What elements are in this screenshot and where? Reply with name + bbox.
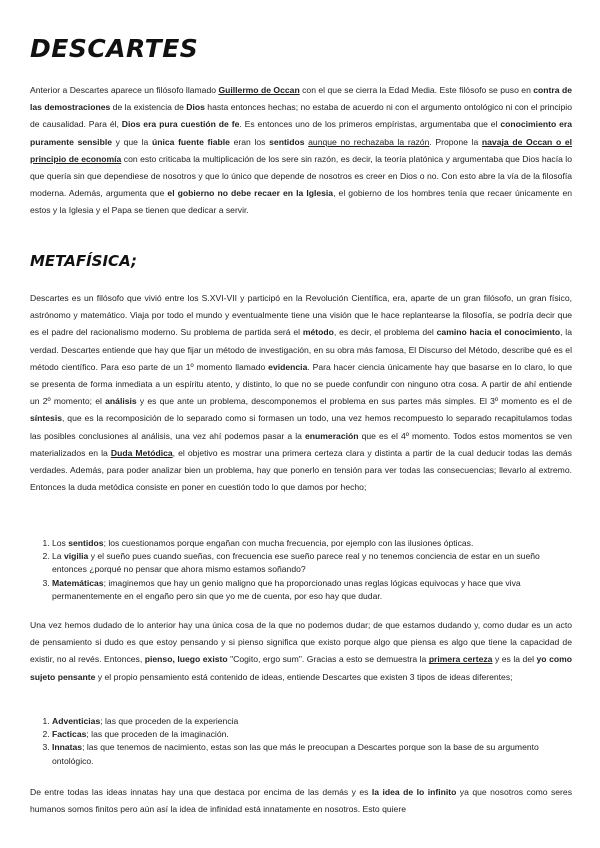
page-title: DESCARTES (30, 34, 199, 63)
section-heading-metafisica: METAFÍSICA; (30, 252, 137, 270)
list-item: 2. La vigilia y el sueño pues cuando sueñas, con frecuencia ese sueño parece real y no tenemos conciencia de estar en un sueño entonces ¿porqué no pensar que ahora mismo estamos soñando? (52, 550, 576, 576)
paragraph-cogito: Una vez hemos dudado de lo anterior hay una única cosa de la que no podemos dudar; de que estamos dudando y, como dudar es un acto de pensamiento si dudo es que estoy pensando y si pienso significa que existo porque algo que piensa es algo que tiene la capacidad de existir, no al revés. Entonces, pienso, luego existo "Cogito, ergo sum". Gracias a esto se demuestra la primera certeza y es la del yo como sujeto pensante y el propio pensamiento está contenido de ideas, entiende Descartes que existen 3 tipos de ideas diferentes; (30, 620, 572, 682)
list-item: 3. Matemáticas; imaginemos que hay un genio maligno que ha proporcionado unas reglas lógicas equivocas y hace que viva permanentemente en el engaño pero sin que yo me de cuenta, por eso hay que dudar. (52, 577, 576, 603)
list-item: 2. Facticas; las que proceden de la imaginación. (52, 728, 576, 741)
duda-list (34, 537, 576, 603)
list-item: 1. Los sentidos; los cuestionamos porque engañan con mucha frecuencia, por ejemplo con las ilusiones ópticas. (52, 537, 576, 550)
ideas-list (34, 715, 576, 768)
list-item: 3. Innatas; las que tenemos de nacimiento, estas son las que más le preocupan a Descartes porque son la base de su argumento ontológico. (52, 741, 576, 767)
paragraph-occam: Anterior a Descartes aparece un filósofo llamado Guillermo de Occan con el que se cierra la Edad Media. Este filósofo se puso en contra de las demostraciones de la existencia de Dios hasta entonces hechas; no estaba de acuerdo ni con el argumento ontológico ni con el principio de causalidad. Para él, Dios era pura cuestión de fe. Es entonces uno de los primeros empíristas, argumentaba que el conocimiento era puramente sensible y que la única fuente fiable eran los sentidos aunque no rechazaba la razón. Propone la navaja de Occan o el principio de economía con esto criticaba la multiplicación de los sere sin razón, es decir, la teoría platónica y argumentaba que Dios hacía lo que quería sin que dependiese de nosotros y que lo único que depende de nosotros es creer en Dios o no. Con esto abre la vía de la filosofía moderna. Además, argumenta que el gobierno no debe recaer en la Iglesia, el gobierno de los hombres tenía que recaer únicamente en estos y la Iglesia y el Papa se tienen que dedicar a servir. (30, 85, 573, 216)
paragraph-infinito: De entre todas las ideas innatas hay una que destaca por encima de las demás y es la idea de lo infinito ya que nosotros como seres humanos somos finitos pero aún así la idea de infinidad está innatamente en nosotros. Esto quiere (30, 787, 572, 815)
paragraph-metodo: Descartes es un filósofo que vivió entre los S.XVI-VII y participó en la Revolución Científica, era, aparte de un gran filósofo, un gran físico, astrónomo y matemático. Viaja por todo el mundo y eventualmente tiene una visión que le hace replantearse la filosofía, se podría decir que es el padre del racionalismo moderno. Su problema de partida será el método, es decir, el problema del camino hacia el conocimiento, la verdad. Descartes entiende que hay que fijar un método de investigación, en su obra más famosa, El Discurso del Método, describe qué es el método científico. Para eso parte de un 1º momento llamado evidencia. Para hacer ciencia únicamente hay que basarse en lo claro, lo que se presenta de forma inmediata a un espíritu atento, y distinto, lo que no se puede confundir con ninguno otra cosa. A partir de ahí entiende un 2º momento; el análisis y es que ante un problema, descomponemos el problema en sus partes más simples. El 3º momento es el de síntesis, que es la recomposición de lo separado como si formasen un todo, una vez hemos recompuesto lo separado recapitulamos todas las posibles conclusiones al análisis, una vez ahí podemos pasar a la enumeración que es el 4º momento. Todos estos momentos se ven materializados en la Duda Metódica, el objetivo es mostrar una primera certeza clara y distinta a partir de la cual deducir todas las demás verdades. Además, para poder analizar bien un problema, hay que ponerlo en tensión para ver todas las consecuencias; llevarlo al extremo. Entonces la duda metódica consiste en poner en cuestión todo lo que damos por hecho; (30, 293, 573, 493)
list-item: 1. Adventicias; las que proceden de la experiencia (52, 715, 576, 728)
